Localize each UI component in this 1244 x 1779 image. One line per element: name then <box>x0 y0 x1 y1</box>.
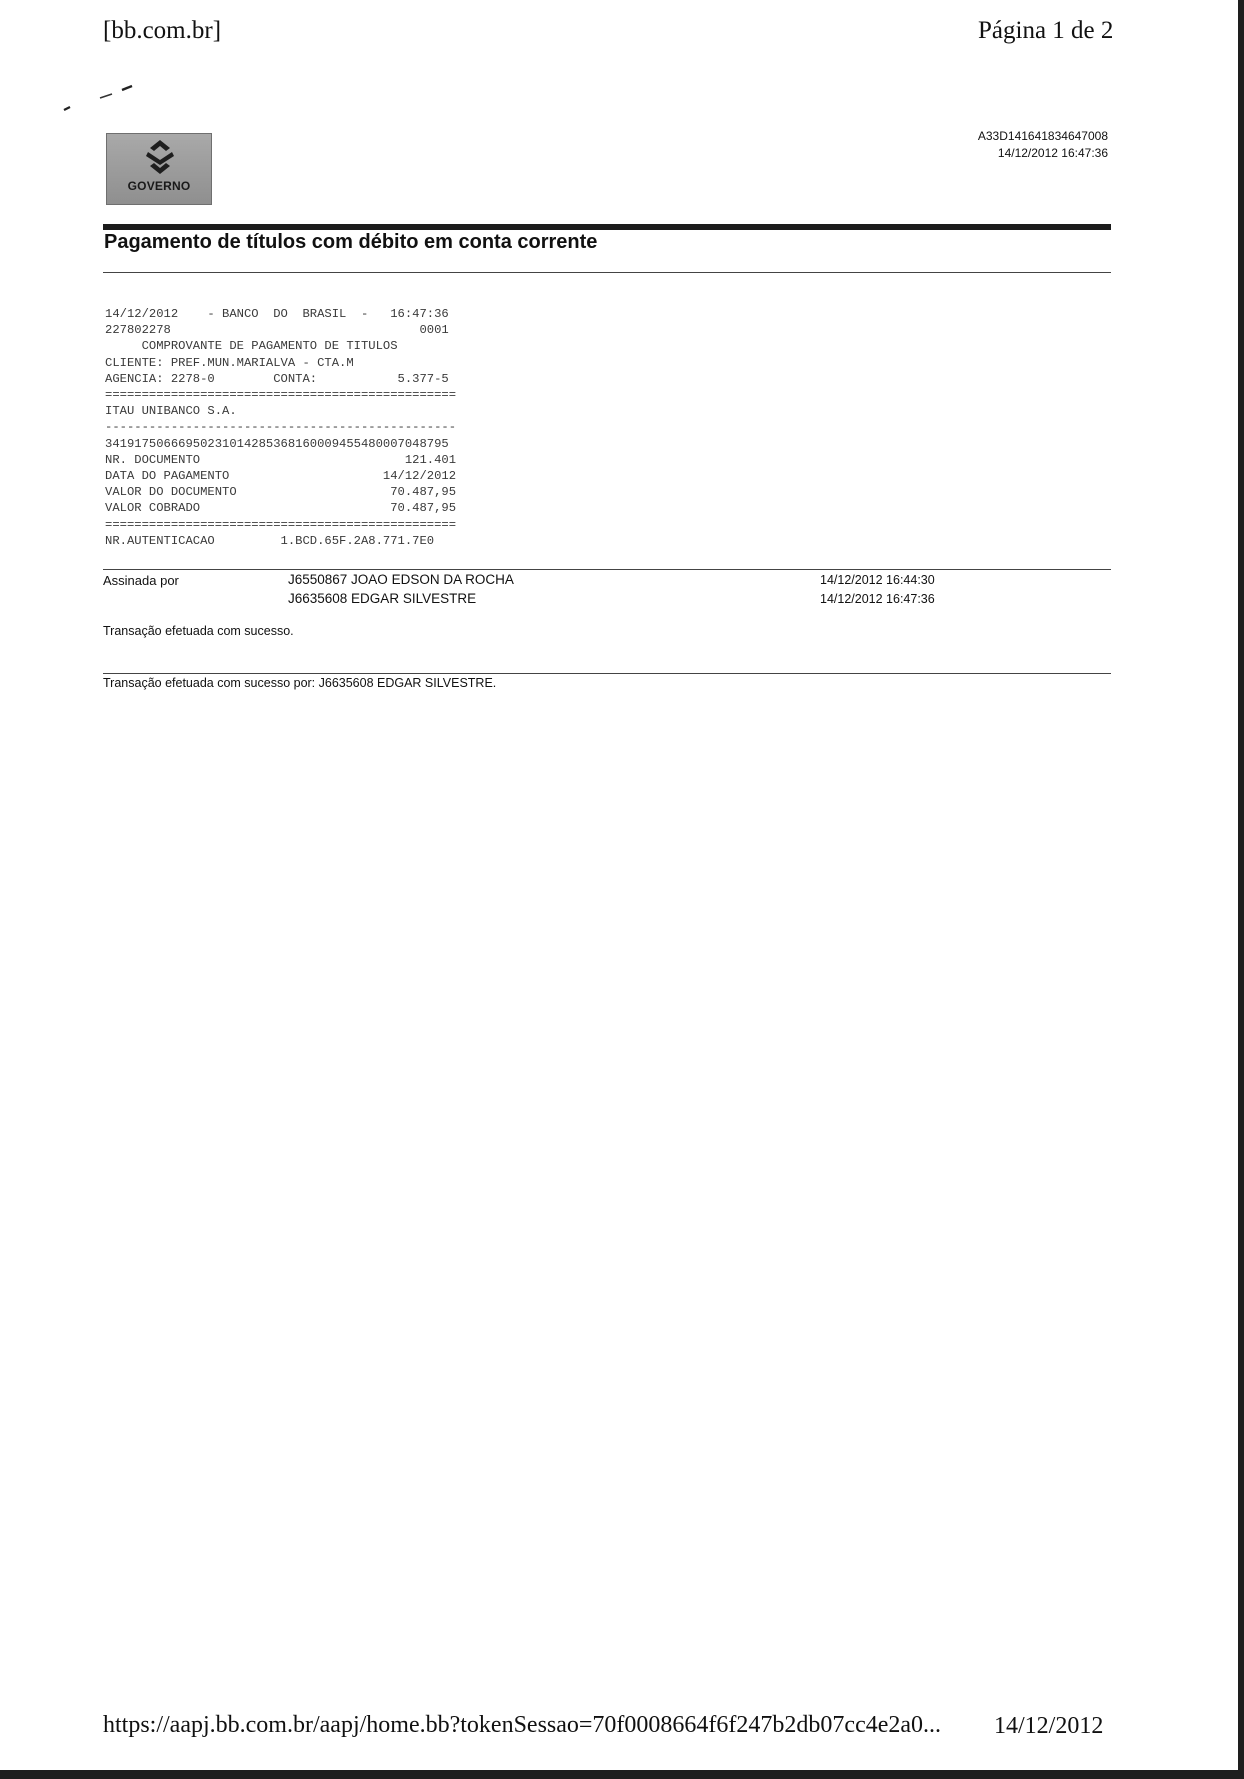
receipt-line: DATA DO PAGAMENTO 14/12/2012 <box>105 469 457 484</box>
page-header-site: [bb.com.br] <box>103 17 222 44</box>
scan-edge-right <box>1238 0 1244 1779</box>
receipt-line: NR. DOCUMENTO 121.401 <box>105 452 457 467</box>
receipt-line: AGENCIA: 2278-0 CONTA: 5.377-5 <box>105 371 449 386</box>
receipt-barcode-line: 34191750666950231014285368160009455480007048795 <box>105 436 449 451</box>
receipt-separator: ------------------------------------------------ <box>105 420 457 435</box>
status-message: Transação efetuada com sucesso. <box>103 624 294 638</box>
receipt-line: 14/12/2012 - BANCO DO BRASIL - 16:47:36 <box>105 307 449 321</box>
authentication-datetime: 14/12/2012 16:47:36 <box>997 146 1108 160</box>
banco-do-brasil-logo-icon <box>140 138 180 178</box>
footer-url: https://aapj.bb.com.br/aapj/home.bb?tokenSessao=70f0008664f6f247b2db07cc4e2a0... <box>103 1712 942 1738</box>
bank-logo <box>106 133 212 205</box>
receipt-line: VALOR DO DOCUMENTO 70.487,95 <box>105 485 457 500</box>
signer-datetime: 14/12/2012 16:47:36 <box>820 592 935 606</box>
title-top-rule <box>103 224 1111 230</box>
status-rule <box>103 673 1111 674</box>
receipt-separator: ================================================ <box>105 388 457 403</box>
receipt-line: VALOR COBRADO 70.487,95 <box>105 501 457 516</box>
receipt-line: NR.AUTENTICACAO 1.BCD.65F.2A8.771.7E0 <box>105 533 435 548</box>
status-detail: Transação efetuada com sucesso por: J6635608 EDGAR SILVESTRE. <box>103 676 497 690</box>
receipt-line: ITAU UNIBANCO S.A. <box>105 404 237 419</box>
receipt-separator: ================================================ <box>105 517 457 532</box>
signer-name: J6550867 JOAO EDSON DA ROCHA <box>288 572 514 587</box>
pen-mark-scribble <box>60 78 150 118</box>
page-header-pagination: Página 1 de 2 <box>978 17 1114 44</box>
signer-datetime: 14/12/2012 16:44:30 <box>820 573 935 587</box>
receipt-line: COMPROVANTE DE PAGAMENTO DE TITULOS <box>105 339 398 354</box>
signed-by-label: Assinada por <box>103 573 179 588</box>
signer-name: J6635608 EDGAR SILVESTRE <box>288 591 477 606</box>
scan-edge-bottom <box>0 1770 1244 1779</box>
payment-receipt <box>105 306 456 549</box>
logo-caption: GOVERNO <box>127 179 191 193</box>
authentication-code: A33D141641834647008 <box>977 129 1108 143</box>
receipt-line: CLIENTE: PREF.MUN.MARIALVA - CTA.M <box>105 355 354 370</box>
page-title: Pagamento de títulos com débito em conta corrente <box>104 231 598 253</box>
receipt-line: 227802278 0001 <box>105 323 449 338</box>
title-bottom-rule <box>103 272 1111 273</box>
signatures-top-rule <box>103 569 1111 570</box>
footer-date: 14/12/2012 <box>994 1713 1104 1739</box>
